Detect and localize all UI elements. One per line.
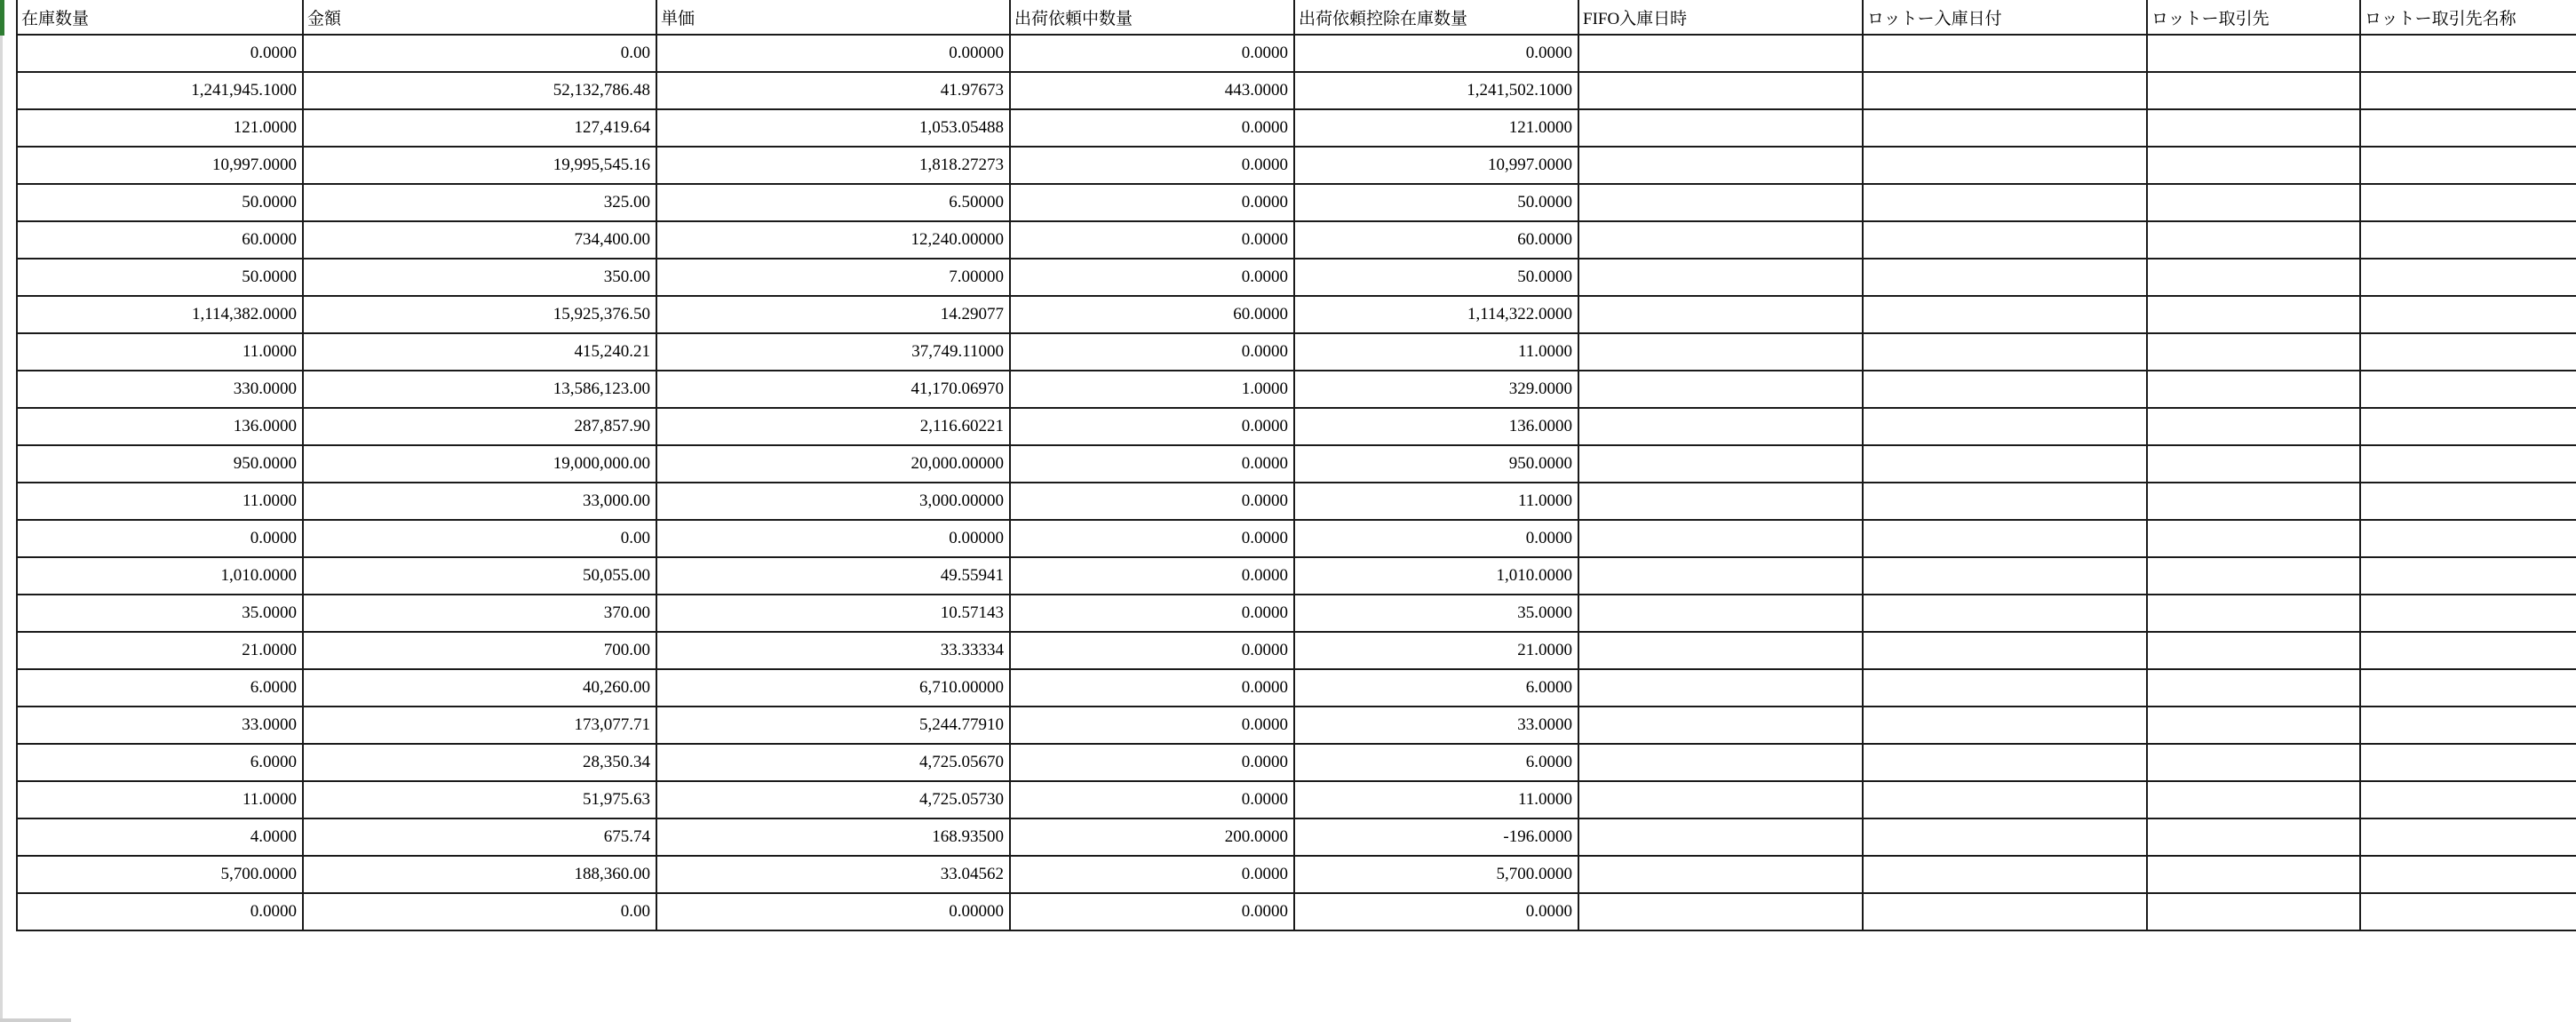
cell[interactable]: 0.0000 bbox=[1010, 184, 1294, 221]
cell[interactable]: 136.0000 bbox=[1294, 408, 1578, 445]
cell[interactable] bbox=[1578, 35, 1863, 72]
cell[interactable]: 0.0000 bbox=[1010, 35, 1294, 72]
cell[interactable]: 11.0000 bbox=[1294, 781, 1578, 818]
cell[interactable] bbox=[1863, 35, 2147, 72]
cell[interactable]: 6.0000 bbox=[1294, 669, 1578, 707]
cell[interactable] bbox=[1578, 296, 1863, 333]
cell[interactable] bbox=[1578, 371, 1863, 408]
cell[interactable]: 6,710.00000 bbox=[656, 669, 1010, 707]
cell[interactable] bbox=[1863, 259, 2147, 296]
table-row bbox=[17, 818, 2576, 856]
cell[interactable] bbox=[1578, 259, 1863, 296]
cell[interactable]: 950.0000 bbox=[17, 445, 303, 483]
cell[interactable] bbox=[1863, 893, 2147, 930]
cell[interactable] bbox=[2360, 333, 2576, 371]
cell[interactable] bbox=[1578, 669, 1863, 707]
cell[interactable] bbox=[1863, 371, 2147, 408]
column-header[interactable]: 出荷依頼控除在庫数量 bbox=[1294, 0, 1578, 35]
cell[interactable] bbox=[2147, 184, 2360, 221]
cell[interactable] bbox=[1578, 483, 1863, 520]
cell[interactable] bbox=[1578, 221, 1863, 259]
cell[interactable]: 50,055.00 bbox=[303, 557, 656, 595]
cell[interactable] bbox=[1863, 818, 2147, 856]
table-row bbox=[17, 35, 2576, 72]
table-row bbox=[17, 445, 2576, 483]
cell[interactable]: 0.0000 bbox=[1294, 520, 1578, 557]
cell[interactable] bbox=[1863, 707, 2147, 744]
cell[interactable]: 0.00000 bbox=[656, 520, 1010, 557]
cell[interactable]: 350.00 bbox=[303, 259, 656, 296]
row-header-edge bbox=[0, 0, 3, 1022]
cell[interactable]: 41.97673 bbox=[656, 72, 1010, 109]
active-cell-indicator bbox=[0, 0, 4, 36]
cell[interactable]: 0.0000 bbox=[1010, 483, 1294, 520]
cell[interactable] bbox=[1578, 818, 1863, 856]
column-header[interactable]: 単価 bbox=[656, 0, 1010, 35]
cell[interactable]: 700.00 bbox=[303, 632, 656, 669]
cell[interactable] bbox=[2147, 72, 2360, 109]
cell[interactable]: 10,997.0000 bbox=[1294, 147, 1578, 184]
table-row bbox=[17, 483, 2576, 520]
cell[interactable] bbox=[2147, 221, 2360, 259]
cell[interactable] bbox=[2360, 445, 2576, 483]
cell[interactable]: 50.0000 bbox=[17, 184, 303, 221]
cell[interactable] bbox=[2360, 818, 2576, 856]
cell[interactable]: 0.0000 bbox=[1010, 632, 1294, 669]
header-row bbox=[17, 0, 2576, 35]
table-row bbox=[17, 669, 2576, 707]
cell[interactable]: 35.0000 bbox=[1294, 595, 1578, 632]
column-header[interactable]: ロットー取引先名称 bbox=[2360, 0, 2576, 35]
cell[interactable] bbox=[1578, 632, 1863, 669]
cell[interactable] bbox=[2147, 259, 2360, 296]
cell[interactable] bbox=[2147, 408, 2360, 445]
cell[interactable] bbox=[1578, 184, 1863, 221]
cell[interactable] bbox=[2147, 483, 2360, 520]
cell[interactable] bbox=[1863, 483, 2147, 520]
cell[interactable] bbox=[2147, 856, 2360, 893]
cell[interactable] bbox=[1578, 856, 1863, 893]
cell[interactable]: 0.00 bbox=[303, 893, 656, 930]
table-row bbox=[17, 595, 2576, 632]
cell[interactable]: 1,818.27273 bbox=[656, 147, 1010, 184]
cell[interactable]: 1,241,945.1000 bbox=[17, 72, 303, 109]
table-row bbox=[17, 744, 2576, 781]
cell[interactable]: 35.0000 bbox=[17, 595, 303, 632]
cell[interactable] bbox=[1578, 781, 1863, 818]
cell[interactable] bbox=[1863, 296, 2147, 333]
cell[interactable]: 21.0000 bbox=[17, 632, 303, 669]
cell[interactable]: 33.04562 bbox=[656, 856, 1010, 893]
cell[interactable]: 6.50000 bbox=[656, 184, 1010, 221]
spreadsheet-grid bbox=[16, 0, 2576, 931]
cell[interactable]: 200.0000 bbox=[1010, 818, 1294, 856]
cell[interactable]: 136.0000 bbox=[17, 408, 303, 445]
table-row bbox=[17, 147, 2576, 184]
cell[interactable] bbox=[2147, 744, 2360, 781]
cell[interactable] bbox=[2360, 371, 2576, 408]
cell[interactable]: 20,000.00000 bbox=[656, 445, 1010, 483]
cell[interactable] bbox=[2147, 632, 2360, 669]
table-row bbox=[17, 781, 2576, 818]
cell[interactable] bbox=[2360, 893, 2576, 930]
cell[interactable]: 5,700.0000 bbox=[1294, 856, 1578, 893]
cell[interactable] bbox=[1863, 408, 2147, 445]
cell[interactable] bbox=[1578, 72, 1863, 109]
cell[interactable]: 188,360.00 bbox=[303, 856, 656, 893]
cell[interactable]: 10,997.0000 bbox=[17, 147, 303, 184]
cell[interactable] bbox=[1863, 109, 2147, 147]
cell[interactable] bbox=[1863, 557, 2147, 595]
cell[interactable] bbox=[1578, 520, 1863, 557]
cell[interactable] bbox=[2360, 856, 2576, 893]
cell[interactable]: 5,244.77910 bbox=[656, 707, 1010, 744]
cell[interactable]: 7.00000 bbox=[656, 259, 1010, 296]
cell[interactable]: 11.0000 bbox=[17, 781, 303, 818]
cell[interactable]: 37,749.11000 bbox=[656, 333, 1010, 371]
cell[interactable]: 19,000,000.00 bbox=[303, 445, 656, 483]
cell[interactable] bbox=[2360, 669, 2576, 707]
column-header[interactable]: 出荷依頼中数量 bbox=[1010, 0, 1294, 35]
cell[interactable] bbox=[1863, 445, 2147, 483]
cell[interactable]: 0.0000 bbox=[1010, 109, 1294, 147]
cell[interactable] bbox=[1863, 72, 2147, 109]
cell[interactable]: 287,857.90 bbox=[303, 408, 656, 445]
cell[interactable]: 4,725.05670 bbox=[656, 744, 1010, 781]
cell[interactable]: 33,000.00 bbox=[303, 483, 656, 520]
cell[interactable]: 1,010.0000 bbox=[17, 557, 303, 595]
cell[interactable] bbox=[1578, 408, 1863, 445]
cell[interactable] bbox=[1578, 893, 1863, 930]
table-row bbox=[17, 520, 2576, 557]
cell[interactable] bbox=[2147, 781, 2360, 818]
cell[interactable]: 3,000.00000 bbox=[656, 483, 1010, 520]
cell[interactable]: 0.0000 bbox=[1294, 35, 1578, 72]
table-row bbox=[17, 296, 2576, 333]
cell[interactable]: 0.0000 bbox=[1010, 669, 1294, 707]
cell[interactable] bbox=[2360, 72, 2576, 109]
cell[interactable]: 0.00 bbox=[303, 520, 656, 557]
cell[interactable] bbox=[1578, 557, 1863, 595]
cell[interactable] bbox=[1863, 781, 2147, 818]
cell[interactable]: -196.0000 bbox=[1294, 818, 1578, 856]
cell[interactable] bbox=[2360, 781, 2576, 818]
table-row bbox=[17, 893, 2576, 930]
cell[interactable]: 415,240.21 bbox=[303, 333, 656, 371]
cell[interactable] bbox=[1578, 707, 1863, 744]
cell[interactable]: 0.0000 bbox=[1010, 259, 1294, 296]
cell[interactable]: 0.0000 bbox=[17, 35, 303, 72]
cell[interactable]: 50.0000 bbox=[1294, 259, 1578, 296]
cell[interactable]: 40,260.00 bbox=[303, 669, 656, 707]
cell[interactable] bbox=[2360, 147, 2576, 184]
cell[interactable]: 1.0000 bbox=[1010, 371, 1294, 408]
horizontal-scrollbar[interactable] bbox=[0, 1018, 71, 1022]
cell[interactable] bbox=[2147, 595, 2360, 632]
cell[interactable]: 41,170.06970 bbox=[656, 371, 1010, 408]
cell[interactable]: 11.0000 bbox=[17, 333, 303, 371]
cell[interactable] bbox=[2360, 109, 2576, 147]
cell[interactable] bbox=[1578, 147, 1863, 184]
cell[interactable]: 0.0000 bbox=[1010, 893, 1294, 930]
cell[interactable]: 0.0000 bbox=[1010, 445, 1294, 483]
cell[interactable]: 28,350.34 bbox=[303, 744, 656, 781]
table-row bbox=[17, 333, 2576, 371]
cell[interactable] bbox=[1863, 221, 2147, 259]
cell[interactable]: 0.0000 bbox=[1010, 781, 1294, 818]
cell[interactable] bbox=[2147, 707, 2360, 744]
cell[interactable]: 11.0000 bbox=[17, 483, 303, 520]
cell[interactable]: 121.0000 bbox=[17, 109, 303, 147]
cell[interactable] bbox=[2147, 333, 2360, 371]
cell[interactable] bbox=[2360, 483, 2576, 520]
cell[interactable]: 6.0000 bbox=[17, 669, 303, 707]
table-row bbox=[17, 259, 2576, 296]
cell[interactable]: 121.0000 bbox=[1294, 109, 1578, 147]
cell[interactable]: 1,114,382.0000 bbox=[17, 296, 303, 333]
cell[interactable]: 0.00 bbox=[303, 35, 656, 72]
cell[interactable]: 52,132,786.48 bbox=[303, 72, 656, 109]
cell[interactable] bbox=[2360, 35, 2576, 72]
cell[interactable] bbox=[2147, 109, 2360, 147]
cell[interactable]: 5,700.0000 bbox=[17, 856, 303, 893]
table-row bbox=[17, 856, 2576, 893]
cell[interactable] bbox=[2147, 371, 2360, 408]
cell[interactable]: 1,241,502.1000 bbox=[1294, 72, 1578, 109]
cell[interactable] bbox=[1578, 595, 1863, 632]
cell[interactable]: 60.0000 bbox=[1010, 296, 1294, 333]
cell[interactable] bbox=[2147, 35, 2360, 72]
cell[interactable]: 15,925,376.50 bbox=[303, 296, 656, 333]
table-row bbox=[17, 184, 2576, 221]
cell[interactable]: 329.0000 bbox=[1294, 371, 1578, 408]
table-row bbox=[17, 221, 2576, 259]
cell[interactable]: 0.0000 bbox=[1010, 520, 1294, 557]
cell[interactable]: 0.0000 bbox=[1010, 744, 1294, 781]
cell[interactable]: 734,400.00 bbox=[303, 221, 656, 259]
cell[interactable] bbox=[2147, 520, 2360, 557]
table-row bbox=[17, 707, 2576, 744]
cell[interactable] bbox=[2360, 707, 2576, 744]
cell[interactable]: 0.0000 bbox=[17, 520, 303, 557]
cell[interactable]: 60.0000 bbox=[17, 221, 303, 259]
cell[interactable]: 33.33334 bbox=[656, 632, 1010, 669]
cell[interactable] bbox=[1863, 595, 2147, 632]
cell[interactable] bbox=[1578, 333, 1863, 371]
cell[interactable] bbox=[1863, 333, 2147, 371]
column-header[interactable]: ロットー入庫日付 bbox=[1863, 0, 2147, 35]
cell[interactable]: 12,240.00000 bbox=[656, 221, 1010, 259]
cell[interactable] bbox=[2360, 296, 2576, 333]
cell[interactable]: 0.0000 bbox=[1010, 707, 1294, 744]
cell[interactable]: 33.0000 bbox=[1294, 707, 1578, 744]
cell[interactable]: 60.0000 bbox=[1294, 221, 1578, 259]
cell[interactable]: 0.0000 bbox=[1010, 408, 1294, 445]
cell[interactable]: 0.00000 bbox=[656, 35, 1010, 72]
cell[interactable]: 675.74 bbox=[303, 818, 656, 856]
cell[interactable]: 0.0000 bbox=[1010, 557, 1294, 595]
table-row bbox=[17, 371, 2576, 408]
cell[interactable] bbox=[2147, 557, 2360, 595]
cell[interactable]: 50.0000 bbox=[1294, 184, 1578, 221]
cell[interactable] bbox=[1863, 744, 2147, 781]
cell[interactable]: 6.0000 bbox=[17, 744, 303, 781]
column-header[interactable]: 在庫数量 bbox=[17, 0, 303, 35]
cell[interactable] bbox=[1863, 184, 2147, 221]
cell[interactable] bbox=[2360, 221, 2576, 259]
cell[interactable]: 0.0000 bbox=[1010, 333, 1294, 371]
cell[interactable]: 1,010.0000 bbox=[1294, 557, 1578, 595]
cell[interactable] bbox=[1578, 109, 1863, 147]
cell[interactable]: 33.0000 bbox=[17, 707, 303, 744]
cell[interactable]: 168.93500 bbox=[656, 818, 1010, 856]
cell[interactable] bbox=[2147, 818, 2360, 856]
column-header[interactable]: 金額 bbox=[303, 0, 656, 35]
cell[interactable]: 13,586,123.00 bbox=[303, 371, 656, 408]
table-row bbox=[17, 408, 2576, 445]
cell[interactable] bbox=[2147, 147, 2360, 184]
cell[interactable]: 14.29077 bbox=[656, 296, 1010, 333]
cell[interactable] bbox=[1863, 632, 2147, 669]
cell[interactable]: 950.0000 bbox=[1294, 445, 1578, 483]
cell[interactable]: 0.0000 bbox=[1010, 856, 1294, 893]
cell[interactable] bbox=[2360, 595, 2576, 632]
column-header[interactable]: ロットー取引先 bbox=[2147, 0, 2360, 35]
cell[interactable] bbox=[2147, 669, 2360, 707]
cell[interactable] bbox=[1578, 744, 1863, 781]
cell[interactable]: 330.0000 bbox=[17, 371, 303, 408]
cell[interactable] bbox=[1863, 520, 2147, 557]
cell[interactable] bbox=[2360, 259, 2576, 296]
cell[interactable]: 6.0000 bbox=[1294, 744, 1578, 781]
cell[interactable] bbox=[1863, 147, 2147, 184]
column-header[interactable]: FIFO入庫日時 bbox=[1578, 0, 1863, 35]
cell[interactable]: 4,725.05730 bbox=[656, 781, 1010, 818]
cell[interactable]: 2,116.60221 bbox=[656, 408, 1010, 445]
cell[interactable] bbox=[2147, 445, 2360, 483]
cell[interactable] bbox=[2360, 744, 2576, 781]
cell[interactable]: 0.0000 bbox=[1010, 595, 1294, 632]
cell[interactable] bbox=[1863, 856, 2147, 893]
cell[interactable] bbox=[1578, 445, 1863, 483]
cell[interactable]: 4.0000 bbox=[17, 818, 303, 856]
cell[interactable] bbox=[2360, 184, 2576, 221]
cell[interactable]: 0.00000 bbox=[656, 893, 1010, 930]
cell[interactable]: 1,053.05488 bbox=[656, 109, 1010, 147]
cell[interactable]: 50.0000 bbox=[17, 259, 303, 296]
cell[interactable]: 49.55941 bbox=[656, 557, 1010, 595]
cell[interactable]: 21.0000 bbox=[1294, 632, 1578, 669]
cell[interactable]: 10.57143 bbox=[656, 595, 1010, 632]
cell[interactable]: 11.0000 bbox=[1294, 333, 1578, 371]
cell[interactable]: 127,419.64 bbox=[303, 109, 656, 147]
table-row bbox=[17, 72, 2576, 109]
table-row bbox=[17, 557, 2576, 595]
cell[interactable]: 0.0000 bbox=[1010, 147, 1294, 184]
cell[interactable]: 11.0000 bbox=[1294, 483, 1578, 520]
cell[interactable]: 325.00 bbox=[303, 184, 656, 221]
table-row bbox=[17, 109, 2576, 147]
table-row bbox=[17, 632, 2576, 669]
cell[interactable] bbox=[2360, 557, 2576, 595]
cell[interactable]: 0.0000 bbox=[1294, 893, 1578, 930]
cell[interactable]: 370.00 bbox=[303, 595, 656, 632]
cell[interactable]: 443.0000 bbox=[1010, 72, 1294, 109]
cell[interactable] bbox=[2360, 520, 2576, 557]
cell[interactable]: 1,114,322.0000 bbox=[1294, 296, 1578, 333]
cell[interactable]: 0.0000 bbox=[17, 893, 303, 930]
cell[interactable] bbox=[1863, 669, 2147, 707]
cell[interactable] bbox=[2147, 296, 2360, 333]
cell[interactable]: 19,995,545.16 bbox=[303, 147, 656, 184]
cell[interactable] bbox=[2360, 408, 2576, 445]
cell[interactable] bbox=[2360, 632, 2576, 669]
cell[interactable]: 0.0000 bbox=[1010, 221, 1294, 259]
cell[interactable]: 51,975.63 bbox=[303, 781, 656, 818]
cell[interactable] bbox=[2147, 893, 2360, 930]
cell[interactable]: 173,077.71 bbox=[303, 707, 656, 744]
